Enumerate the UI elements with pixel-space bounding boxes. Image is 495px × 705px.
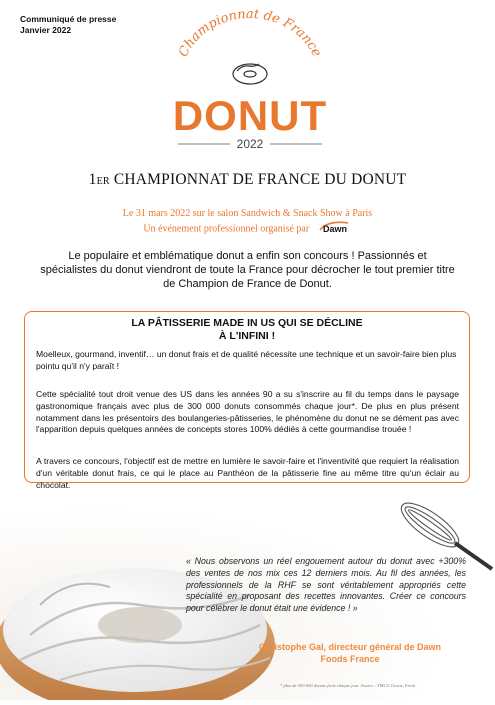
svg-text:Dawn: Dawn (322, 224, 347, 234)
donut-logo-graphic (160, 8, 340, 158)
quote-signature: Christophe Gal, directeur général de Dawn Foods France (258, 642, 442, 664)
championship-logo (160, 8, 340, 158)
event-line-2: Un événement professionnel organisé par Dawn (0, 220, 495, 238)
box-title: LA PÂTISSERIE MADE IN US QUI SE DÉCLINE À L'INFINI ! (131, 317, 363, 342)
box-paragraph-1: Moelleux, gourmand, inventif… un donut frais et de qualité nécessite une technique et un savoir-faire bien plus pointu qu'il n'y paraît ! (36, 349, 457, 371)
press-release-label: Communiqué de presse Janvier 2022 (20, 14, 117, 35)
logo-year: 2022 (236, 137, 264, 151)
headline: 1ER CHAMPIONNAT DE FRANCE DU DONUT (88, 171, 407, 188)
donut-sketch-icon (233, 64, 267, 84)
logo-arc-text: Championnat de France (176, 8, 324, 60)
quote-text: « Nous observons un réel engouement autour du donut avec +300% des ventes de nos mix ces 12 derniers mois. Au fil des années, les professionnels de la RHF se sont véritablement appropriés cette spécialité en proposant des recettes innovantes. Créer ce concours pour célébrer le donut était une évidence ! » (186, 556, 466, 614)
box-paragraph-3: A travers ce concours, l'objectif est de mettre en lumière le savoir-faire et l'inventivité que requiert la réalisation d'un véritable donut frais, ce qui le place au Panthéon de la pâtisserie fine au même titre qu'un éclair au chocolat. (36, 456, 459, 490)
logo-word: DONUT (172, 92, 328, 139)
box-paragraph-2: Cette spécialité tout droit venue des US dans les années 90 a su s'inscrire au fil du temps dans le paysage gastronomique français avec plus de 300 000 donuts consommés chaque jour*. De plus en plus présent notamment dans les présentoirs des boulangeries-pâtisseries, le phénomène du donut ne se dément pas avec l'apparition depuis quelques années de concepts stores 100% dédiés à cette gourmandise trouée ! (36, 389, 459, 435)
footnote: * plus de 300 000 donuts frais chaque jour. Source : YMCG Gurus, Fresh (280, 683, 416, 688)
event-info (0, 207, 495, 238)
event-line-1: Le 31 mars 2022 sur le salon Sandwich & Snack Show à Paris (122, 208, 373, 219)
dawn-logo (318, 220, 352, 238)
intro-paragraph: Le populaire et emblématique donut a enfin son concours ! Passionnés et spécialistes du donut viendront de toute la France pour décrocher le tout premier titre de Champion de France de Donut. (40, 250, 455, 290)
